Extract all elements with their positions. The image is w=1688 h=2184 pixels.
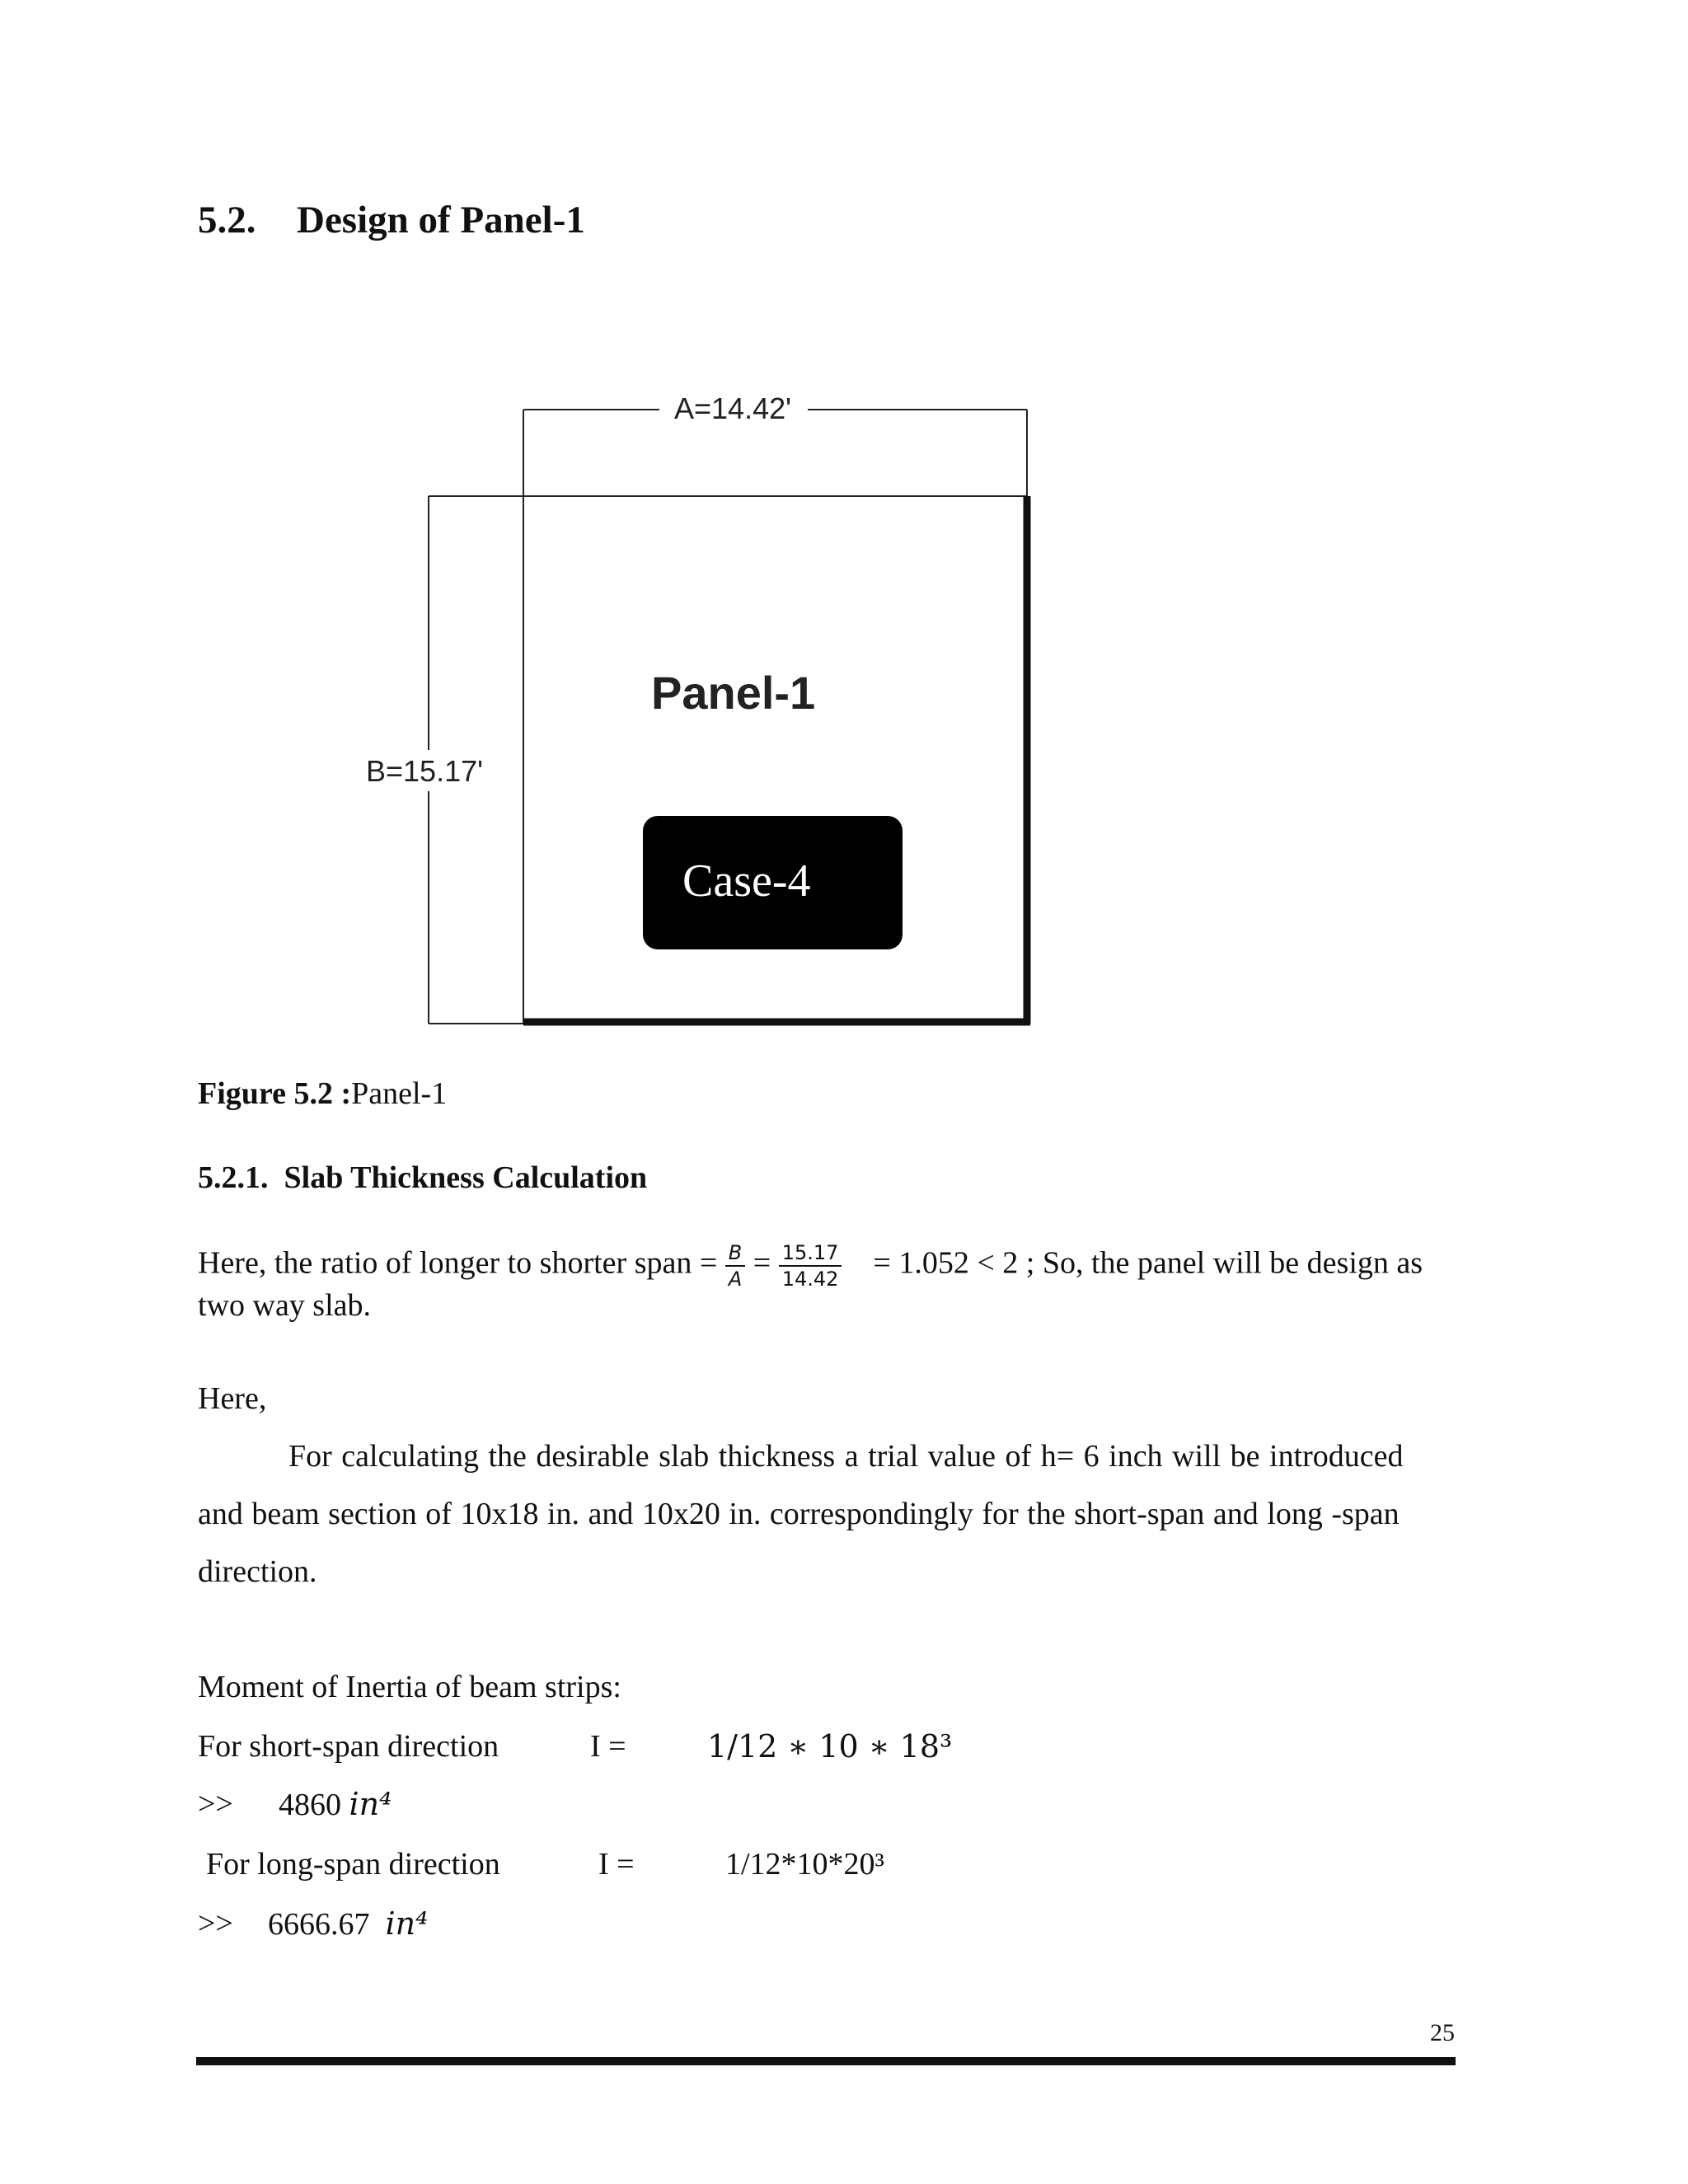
short-span-result-value: 4860	[279, 1788, 341, 1822]
ratio-eq: =	[753, 1245, 779, 1281]
short-span-result	[279, 1786, 392, 1823]
short-span-expression: 1/12 ∗ 10 ∗ 18³	[707, 1728, 953, 1765]
ratio-line	[198, 1240, 1423, 1291]
trial-line-3: direction.	[198, 1554, 317, 1589]
ratio-symbol-numerator: B	[725, 1240, 745, 1267]
subsection-number: 5.2.1.	[198, 1160, 269, 1195]
short-span-i: I =	[590, 1729, 626, 1764]
long-span-unit: in⁴	[385, 1905, 429, 1942]
short-span-unit: in⁴	[349, 1786, 392, 1822]
ratio-result: = 1.052 < 2 ; So, the panel will be design as	[873, 1245, 1423, 1281]
footer-rule	[196, 2057, 1456, 2065]
dim-a-label: A=14.42'	[674, 391, 791, 425]
section-number: 5.2.	[198, 199, 256, 241]
long-span-label: For long-span direction	[206, 1847, 500, 1882]
short-span-arrow: >>	[198, 1787, 233, 1821]
dim-b-label: B=15.17'	[366, 754, 483, 788]
short-span-label: For short-span direction	[198, 1729, 499, 1764]
trial-line-1: For calculating the desirable slab thickness a trial value of h= 6 inch will be introduced	[288, 1439, 1404, 1474]
subsection-heading	[198, 1160, 647, 1196]
panel-figure	[0, 0, 1688, 1071]
caption-prefix: Figure 5.2 :	[198, 1076, 352, 1111]
trial-line-2: and beam section of 10x18 in. and 10x20 in. correspondingly for the short-span and long -span	[198, 1497, 1400, 1531]
ratio-symbol-fraction	[725, 1240, 745, 1291]
ratio-numerator: 15.17	[779, 1240, 842, 1267]
long-span-arrow: >>	[198, 1906, 233, 1941]
subsection-title: Slab Thickness Calculation	[284, 1160, 648, 1195]
panel-label: Panel-1	[651, 667, 816, 719]
long-span-expression: 1/12*10*20³	[725, 1847, 884, 1882]
case-label: Case-4	[682, 855, 811, 907]
ratio-lead: Here, the ratio of longer to shorter span =	[198, 1245, 725, 1281]
ratio-continuation: two way slab.	[198, 1288, 372, 1323]
long-span-i: I =	[598, 1847, 635, 1882]
long-span-result	[268, 1905, 428, 1943]
ratio-symbol-denominator: A	[728, 1268, 743, 1291]
moment-heading: Moment of Inertia of beam strips:	[198, 1670, 621, 1704]
ratio-value-fraction	[779, 1240, 842, 1291]
page-number: 25	[1430, 2019, 1455, 2046]
long-span-result-value: 6666.67	[268, 1907, 370, 1942]
figure-caption	[198, 1076, 447, 1112]
section-title: Design of Panel-1	[297, 199, 585, 241]
caption-text: Panel-1	[351, 1076, 448, 1111]
here-text: Here,	[198, 1381, 267, 1416]
ratio-denominator: 14.42	[781, 1268, 839, 1291]
